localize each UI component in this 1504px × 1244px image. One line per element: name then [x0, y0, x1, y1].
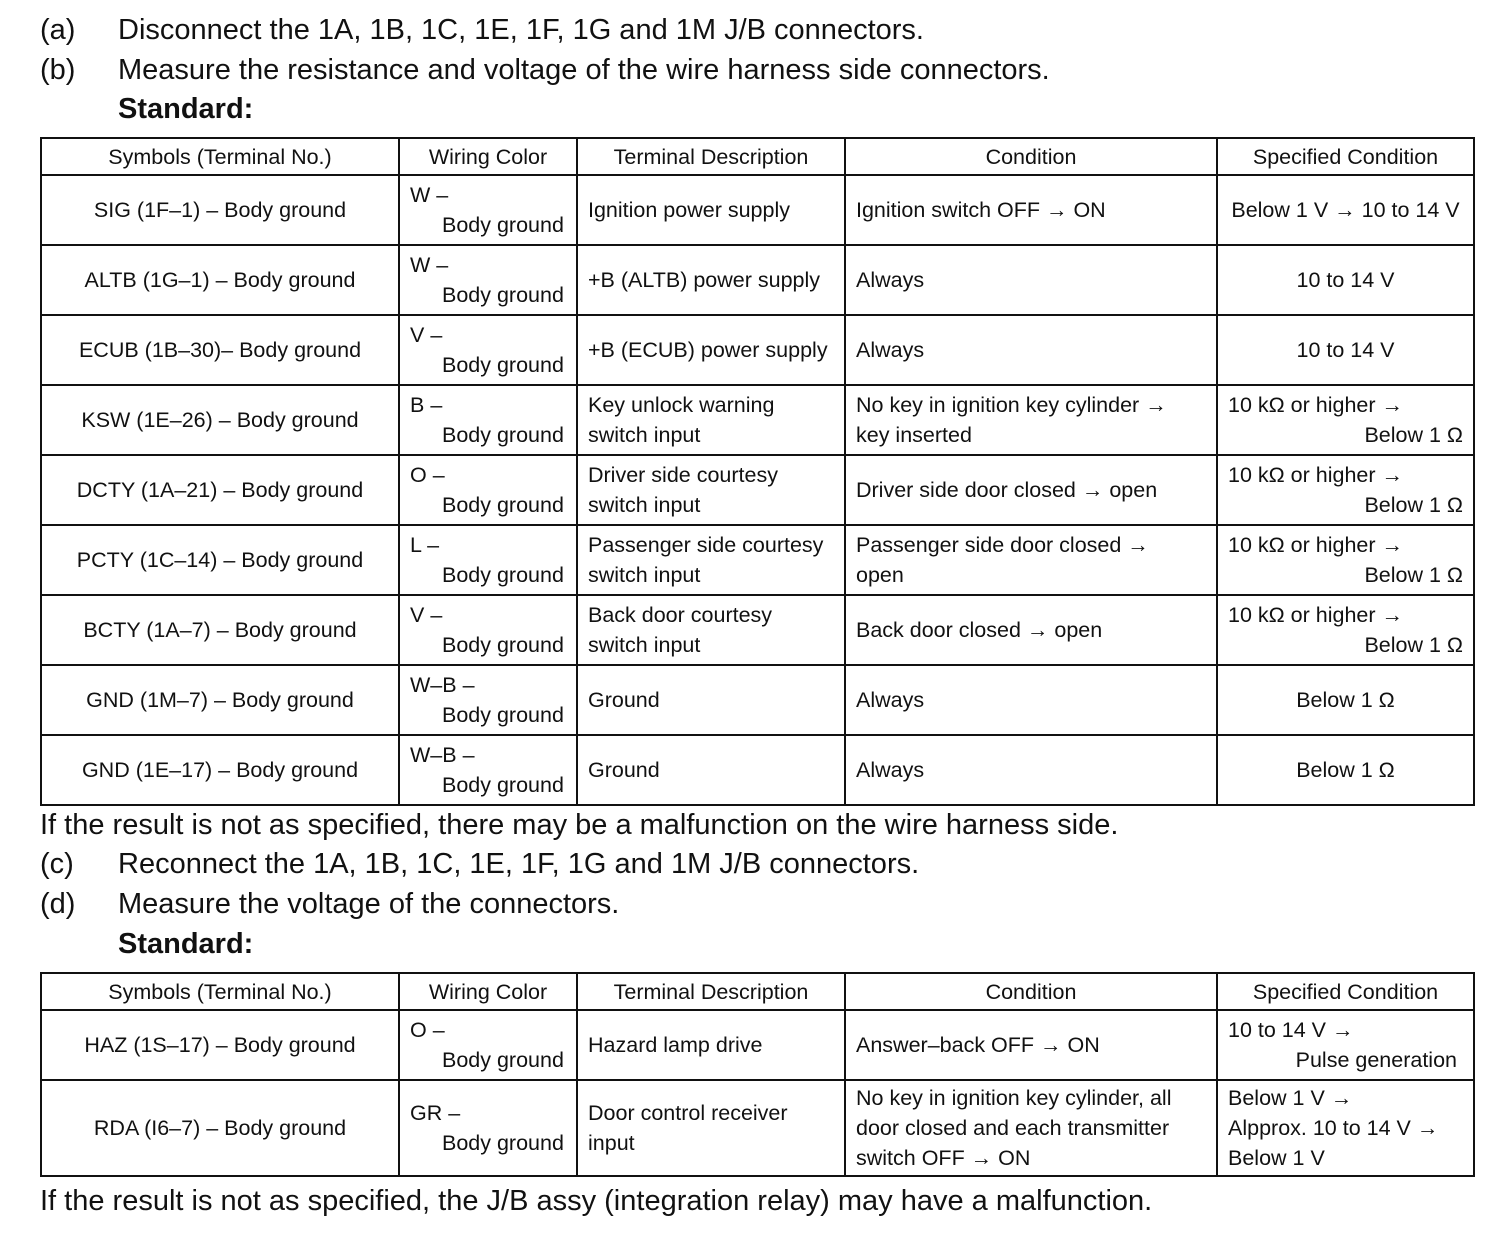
step-a-label: (a) [40, 14, 76, 46]
table-row [41, 595, 1474, 665]
symbol-cell: PCTY (1C–14) – Body ground [41, 525, 399, 595]
description-cell: Key unlock warning switch input [577, 385, 845, 455]
step-c [40, 847, 919, 881]
description-cell: Back door courtesy switch input [577, 595, 845, 665]
header-condition: Condition [845, 973, 1217, 1010]
symbol-cell: HAZ (1S–17) – Body ground [41, 1010, 399, 1080]
header-wiring-color: Wiring Color [399, 973, 577, 1010]
wiring-cell: O – Body ground [399, 455, 577, 525]
step-b [40, 53, 1050, 87]
header-terminal-description: Terminal Description [577, 138, 845, 175]
wiring-cell: V – Body ground [399, 315, 577, 385]
step-d-text: Measure the voltage of the connectors. [118, 888, 620, 920]
table-row [41, 1080, 1474, 1176]
table-row [41, 665, 1474, 735]
table-row [41, 735, 1474, 805]
step-d [40, 887, 619, 921]
header-condition: Condition [845, 138, 1217, 175]
condition-cell: Ignition switch OFF → ON [845, 175, 1217, 245]
symbol-cell: GND (1E–17) – Body ground [41, 735, 399, 805]
wiring-cell: W – Body ground [399, 175, 577, 245]
specified-cell: 10 to 14 V → Pulse generation [1217, 1010, 1474, 1080]
header-specified-condition: Specified Condition [1217, 138, 1474, 175]
table-header-row [41, 138, 1474, 175]
condition-cell: Answer–back OFF → ON [845, 1010, 1217, 1080]
header-wiring-color: Wiring Color [399, 138, 577, 175]
description-cell: Ground [577, 735, 845, 805]
condition-cell: Driver side door closed → open [845, 455, 1217, 525]
specified-cell: Below 1 V → 10 to 14 V [1217, 175, 1474, 245]
connector-voltage-table [40, 972, 1475, 1177]
table-row [41, 175, 1474, 245]
symbol-cell: KSW (1E–26) – Body ground [41, 385, 399, 455]
specified-cell: 10 to 14 V [1217, 245, 1474, 315]
table-row [41, 245, 1474, 315]
wiring-cell: W – Body ground [399, 245, 577, 315]
step-c-label: (c) [40, 848, 74, 880]
standard-heading-2: Standard: [118, 928, 254, 960]
condition-cell: Back door closed → open [845, 595, 1217, 665]
description-cell: +B (ECUB) power supply [577, 315, 845, 385]
condition-cell: Passenger side door closed → open [845, 525, 1217, 595]
description-cell: Driver side courtesy switch input [577, 455, 845, 525]
table-header-row [41, 973, 1474, 1010]
condition-cell: Always [845, 315, 1217, 385]
header-terminal-description: Terminal Description [577, 973, 845, 1010]
step-a-text: Disconnect the 1A, 1B, 1C, 1E, 1F, 1G and 1M J/B connectors. [118, 14, 924, 46]
step-c-text: Reconnect the 1A, 1B, 1C, 1E, 1F, 1G and 1M J/B connectors. [118, 848, 920, 880]
condition-cell: No key in ignition key cylinder, all door closed and each transmitter switch OFF → ON [845, 1080, 1217, 1176]
symbol-cell: GND (1M–7) – Body ground [41, 665, 399, 735]
condition-cell: No key in ignition key cylinder → key inserted [845, 385, 1217, 455]
symbol-cell: RDA (I6–7) – Body ground [41, 1080, 399, 1176]
specified-cell: Below 1 V → Alpprox. 10 to 14 V → Below 1 V [1217, 1080, 1474, 1176]
specified-cell: 10 kΩ or higher → Below 1 Ω [1217, 455, 1474, 525]
wiring-cell: V – Body ground [399, 595, 577, 665]
step-b-text: Measure the resistance and voltage of the wire harness side connectors. [118, 54, 1050, 86]
header-symbols: Symbols (Terminal No.) [41, 138, 399, 175]
condition-cell: Always [845, 735, 1217, 805]
step-d-label: (d) [40, 888, 76, 920]
specified-cell: Below 1 Ω [1217, 735, 1474, 805]
wiring-cell: O – Body ground [399, 1010, 577, 1080]
wiring-cell: L – Body ground [399, 525, 577, 595]
symbol-cell: SIG (1F–1) – Body ground [41, 175, 399, 245]
note-wire-harness: If the result is not as specified, there may be a malfunction on the wire harness side. [40, 809, 1119, 841]
specified-cell: Below 1 Ω [1217, 665, 1474, 735]
standard-heading-1: Standard: [118, 93, 254, 125]
specified-cell: 10 to 14 V [1217, 315, 1474, 385]
description-cell: +B (ALTB) power supply [577, 245, 845, 315]
wire-harness-spec-table [40, 137, 1475, 806]
symbol-cell: ALTB (1G–1) – Body ground [41, 245, 399, 315]
specified-cell: 10 kΩ or higher → Below 1 Ω [1217, 525, 1474, 595]
wiring-cell: B – Body ground [399, 385, 577, 455]
condition-cell: Always [845, 245, 1217, 315]
description-cell: Door control receiver input [577, 1080, 845, 1176]
note-jb-assy: If the result is not as specified, the J/B assy (integration relay) may have a malfunction. [40, 1185, 1153, 1217]
table-row [41, 525, 1474, 595]
table-row [41, 455, 1474, 525]
specified-cell: 10 kΩ or higher → Below 1 Ω [1217, 595, 1474, 665]
header-symbols: Symbols (Terminal No.) [41, 973, 399, 1010]
description-cell: Hazard lamp drive [577, 1010, 845, 1080]
description-cell: Ground [577, 665, 845, 735]
wiring-cell: W–B – Body ground [399, 665, 577, 735]
step-b-label: (b) [40, 54, 76, 86]
step-a [40, 13, 924, 47]
table-row [41, 315, 1474, 385]
symbol-cell: DCTY (1A–21) – Body ground [41, 455, 399, 525]
specified-cell: 10 kΩ or higher → Below 1 Ω [1217, 385, 1474, 455]
table-row [41, 385, 1474, 455]
description-cell: Ignition power supply [577, 175, 845, 245]
symbol-cell: ECUB (1B–30)– Body ground [41, 315, 399, 385]
description-cell: Passenger side courtesy switch input [577, 525, 845, 595]
wiring-cell: GR – Body ground [399, 1080, 577, 1176]
symbol-cell: BCTY (1A–7) – Body ground [41, 595, 399, 665]
condition-cell: Always [845, 665, 1217, 735]
table-row [41, 1010, 1474, 1080]
wiring-cell: W–B – Body ground [399, 735, 577, 805]
header-specified-condition: Specified Condition [1217, 973, 1474, 1010]
